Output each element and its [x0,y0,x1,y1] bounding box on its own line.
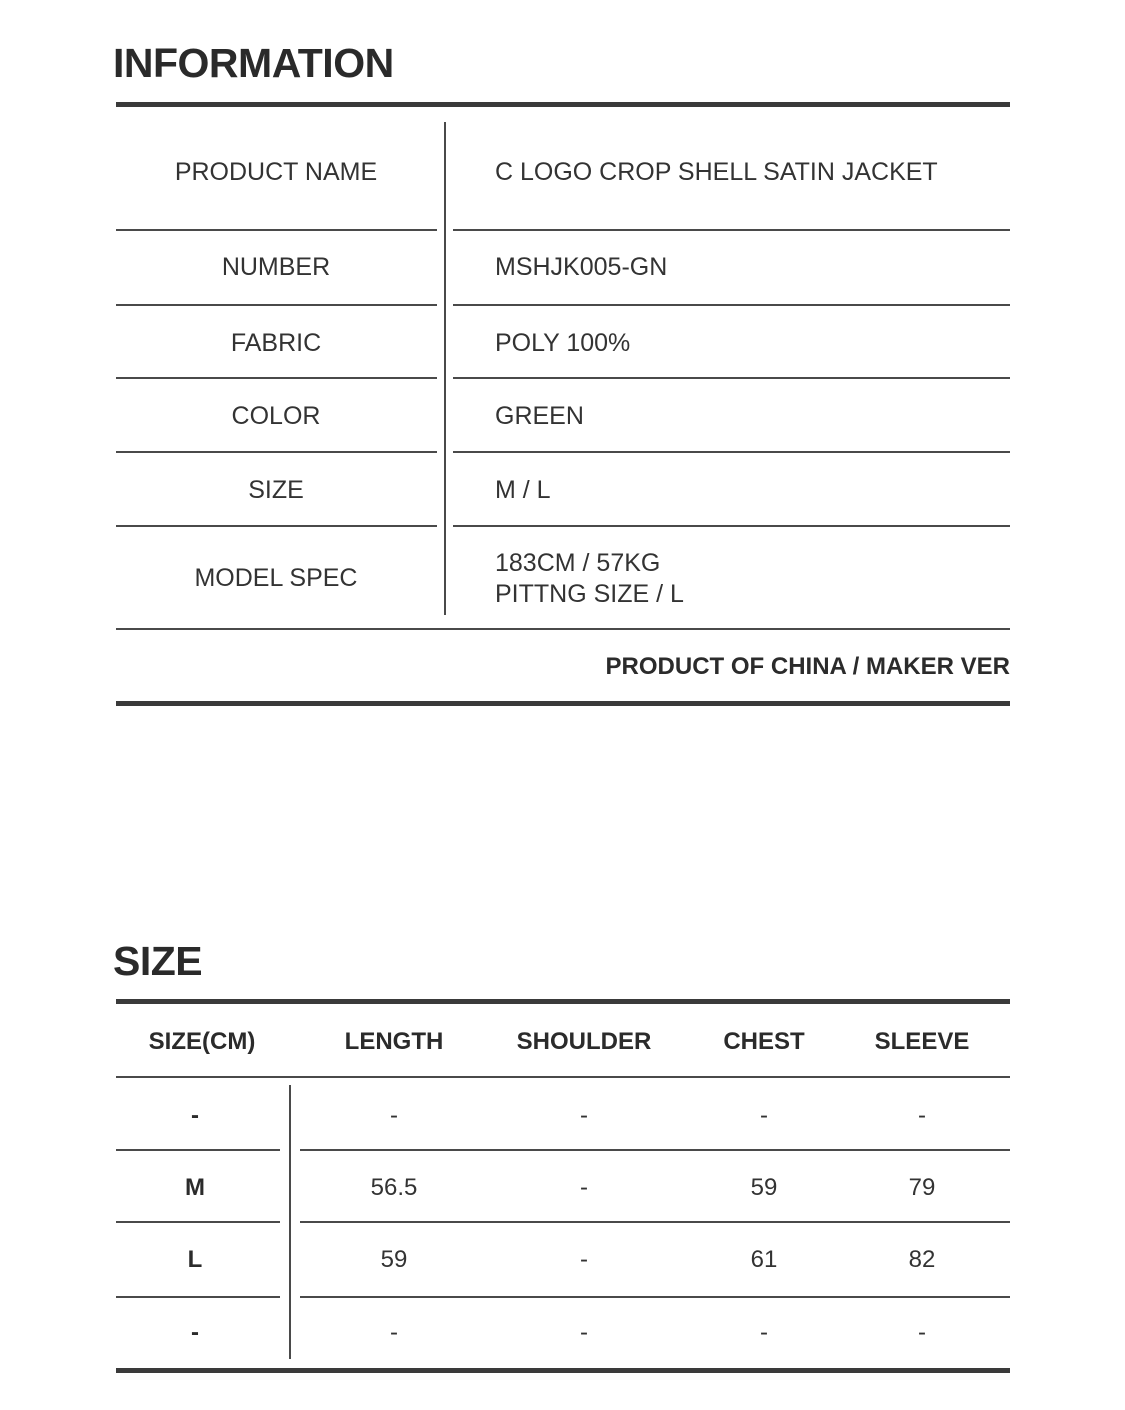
size-row-divider-right [300,1149,1010,1151]
info-value-product-name: C LOGO CROP SHELL SATIN JACKET [495,158,938,186]
size-row-label: - [191,1102,199,1129]
size-cell-sleeve: - [918,1319,926,1346]
size-cell-shoulder: - [580,1102,588,1129]
size-cell-shoulder: - [580,1174,588,1201]
information-top-rule [116,102,1010,107]
information-column-divider [444,122,446,615]
size-title: SIZE [113,938,203,984]
size-cell-length: 56.5 [370,1174,418,1201]
size-row-label: - [191,1319,199,1346]
size-header-length: LENGTH [344,1028,444,1055]
size-cell-sleeve: 82 [908,1246,936,1273]
size-row-label: L [187,1246,203,1273]
size-cell-length: - [390,1319,398,1346]
info-value-number: MSHJK005-GN [495,253,668,281]
info-label-product-name: PRODUCT NAME [174,158,378,186]
info-label-color: COLOR [231,402,321,430]
info-label-size: SIZE [248,476,304,504]
size-row-divider-left [116,1149,280,1151]
size-cell-length: 59 [380,1246,408,1273]
info-value-size: M / L [495,476,551,504]
info-row-divider-right [453,451,1010,453]
size-cell-chest: 61 [750,1246,778,1273]
info-row-divider-right [453,377,1010,379]
size-header-chest: CHEST [723,1028,805,1055]
info-row-divider-left [116,229,437,231]
info-row-divider-right [453,525,1010,527]
size-cell-chest: 59 [750,1174,778,1201]
size-column-divider [289,1085,291,1359]
info-label-fabric: FABRIC [230,329,322,357]
size-cell-shoulder: - [580,1319,588,1346]
size-row-divider-right [300,1296,1010,1298]
info-row-divider-right [453,304,1010,306]
info-value-color: GREEN [495,402,584,430]
info-row-divider-left [116,304,437,306]
size-cell-sleeve: - [918,1102,926,1129]
info-label-model-spec: MODEL SPEC [194,564,358,592]
info-label-number: NUMBER [221,253,331,281]
size-top-rule [116,999,1010,1004]
size-cell-length: - [390,1102,398,1129]
size-row-divider-left [116,1296,280,1298]
size-header-sleeve: SLEEVE [874,1028,970,1055]
origin-note: PRODUCT OF CHINA / MAKER VER [605,653,1010,680]
size-row-divider-right [300,1221,1010,1223]
info-value-model-spec-line2: PITTNG SIZE / L [495,580,684,608]
size-row-divider-left [116,1221,280,1223]
size-header-divider [116,1076,1010,1078]
info-row-divider-left [116,525,437,527]
size-cell-sleeve: 79 [908,1174,936,1201]
information-title: INFORMATION [113,40,394,86]
size-cell-shoulder: - [580,1246,588,1273]
info-value-model-spec-line1: 183CM / 57KG [495,549,661,577]
information-bottom-rule [116,701,1010,706]
info-value-fabric: POLY 100% [495,329,631,357]
info-row-divider-right [453,229,1010,231]
size-header-size: SIZE(CM) [148,1028,256,1055]
size-header-shoulder: SHOULDER [516,1028,652,1055]
info-row-divider-left [116,451,437,453]
size-cell-chest: - [760,1102,768,1129]
size-row-label: M [185,1174,205,1201]
size-cell-chest: - [760,1319,768,1346]
size-bottom-rule [116,1368,1010,1373]
info-row-divider-left [116,377,437,379]
info-bottom-divider [116,628,1010,630]
